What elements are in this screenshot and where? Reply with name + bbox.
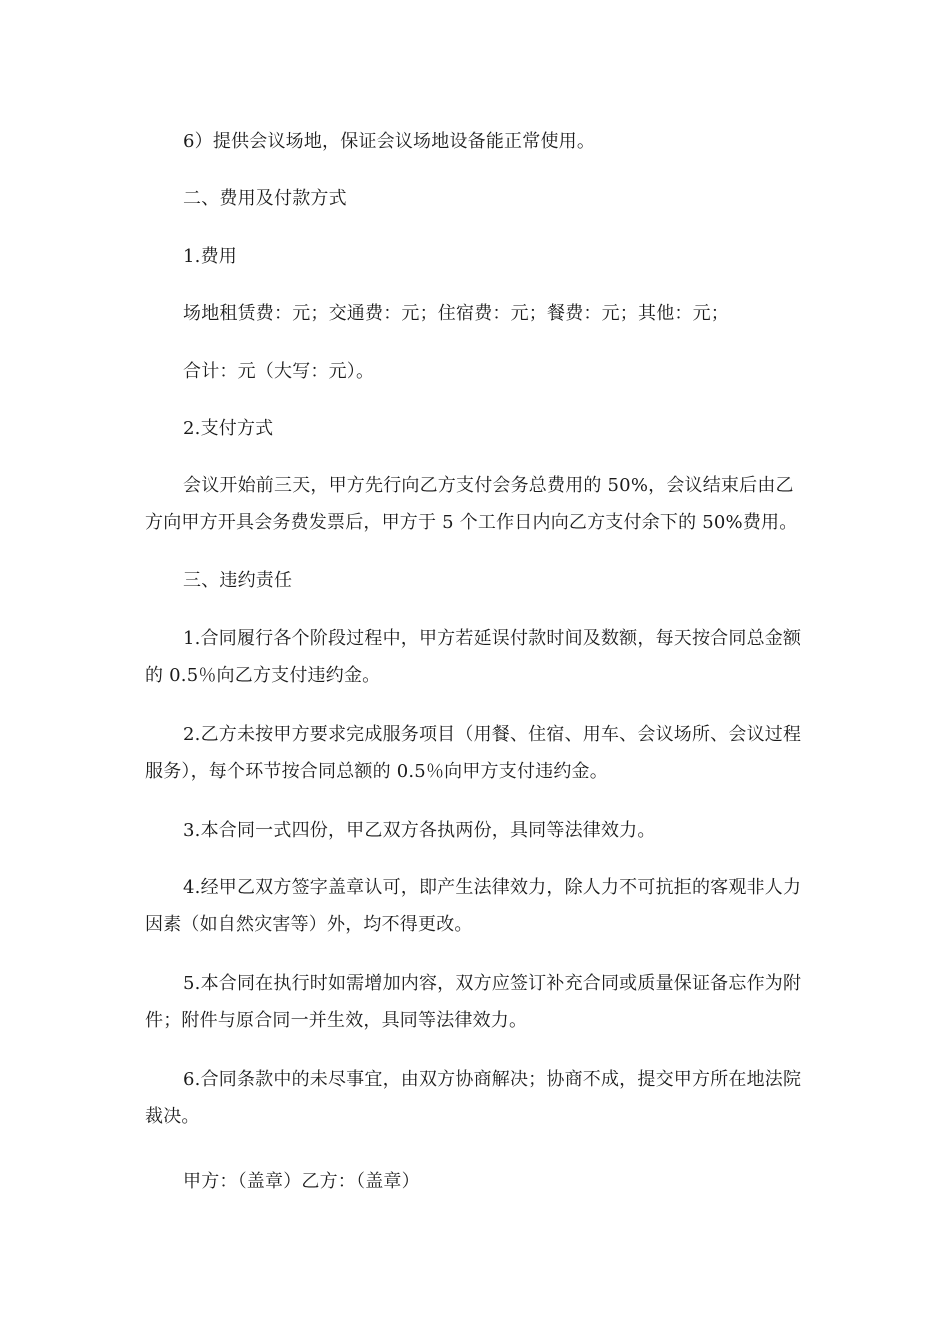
paragraph-liability-6: 6.合同条款中的未尽事宜，由双方协商解决；协商不成，提交甲方所在地法院裁决。: [145, 1069, 802, 1127]
paragraph-liability-3: 3.本合同一式四份，甲乙双方各执两份，具同等法律效力。: [183, 820, 656, 841]
signature-line: 甲方：（盖章）乙方：（盖章）: [183, 1171, 420, 1192]
heading-liability: 三、违约责任: [183, 570, 293, 591]
paragraph-liability-2: 2.乙方未按甲方要求完成服务项目（用餐、住宿、用车、会议场所、会议过程服务），每个环节按合同总额的 0.5％向甲方支付违约金。: [145, 724, 802, 782]
paragraph-payment-terms: 会议开始前三天，甲方先行向乙方支付会务总费用的 50%，会议结束后由乙方向甲方开具会务费发票后，甲方于 5 个工作日内向乙方支付余下的 50%费用。: [145, 475, 798, 533]
paragraph-fee-items: 场地租赁费：元；交通费：元；住宿费：元；餐费：元；其他：元；: [183, 303, 729, 324]
heading-fees-payment: 二、费用及付款方式: [183, 188, 347, 209]
paragraph-liability-5: 5.本合同在执行时如需增加内容，双方应签订补充合同或质量保证备忘作为附件；附件与原合同一并生效，具同等法律效力。: [145, 973, 802, 1031]
paragraph-venue-provision: 6）提供会议场地，保证会议场地设备能正常使用。: [183, 131, 596, 152]
subheading-payment-method: 2.支付方式: [183, 418, 274, 439]
subheading-fees: 1.费用: [183, 246, 237, 267]
paragraph-total: 合计：元（大写：元）。: [183, 361, 375, 382]
paragraph-liability-4: 4.经甲乙双方签字盖章认可，即产生法律效力，除人力不可抗拒的客观非人力因素（如自然灾害等）外，均不得更改。: [145, 877, 802, 935]
paragraph-liability-1: 1.合同履行各个阶段过程中，甲方若延误付款时间及数额，每天按合同总金额的 0.5％向乙方支付违约金。: [145, 628, 802, 686]
